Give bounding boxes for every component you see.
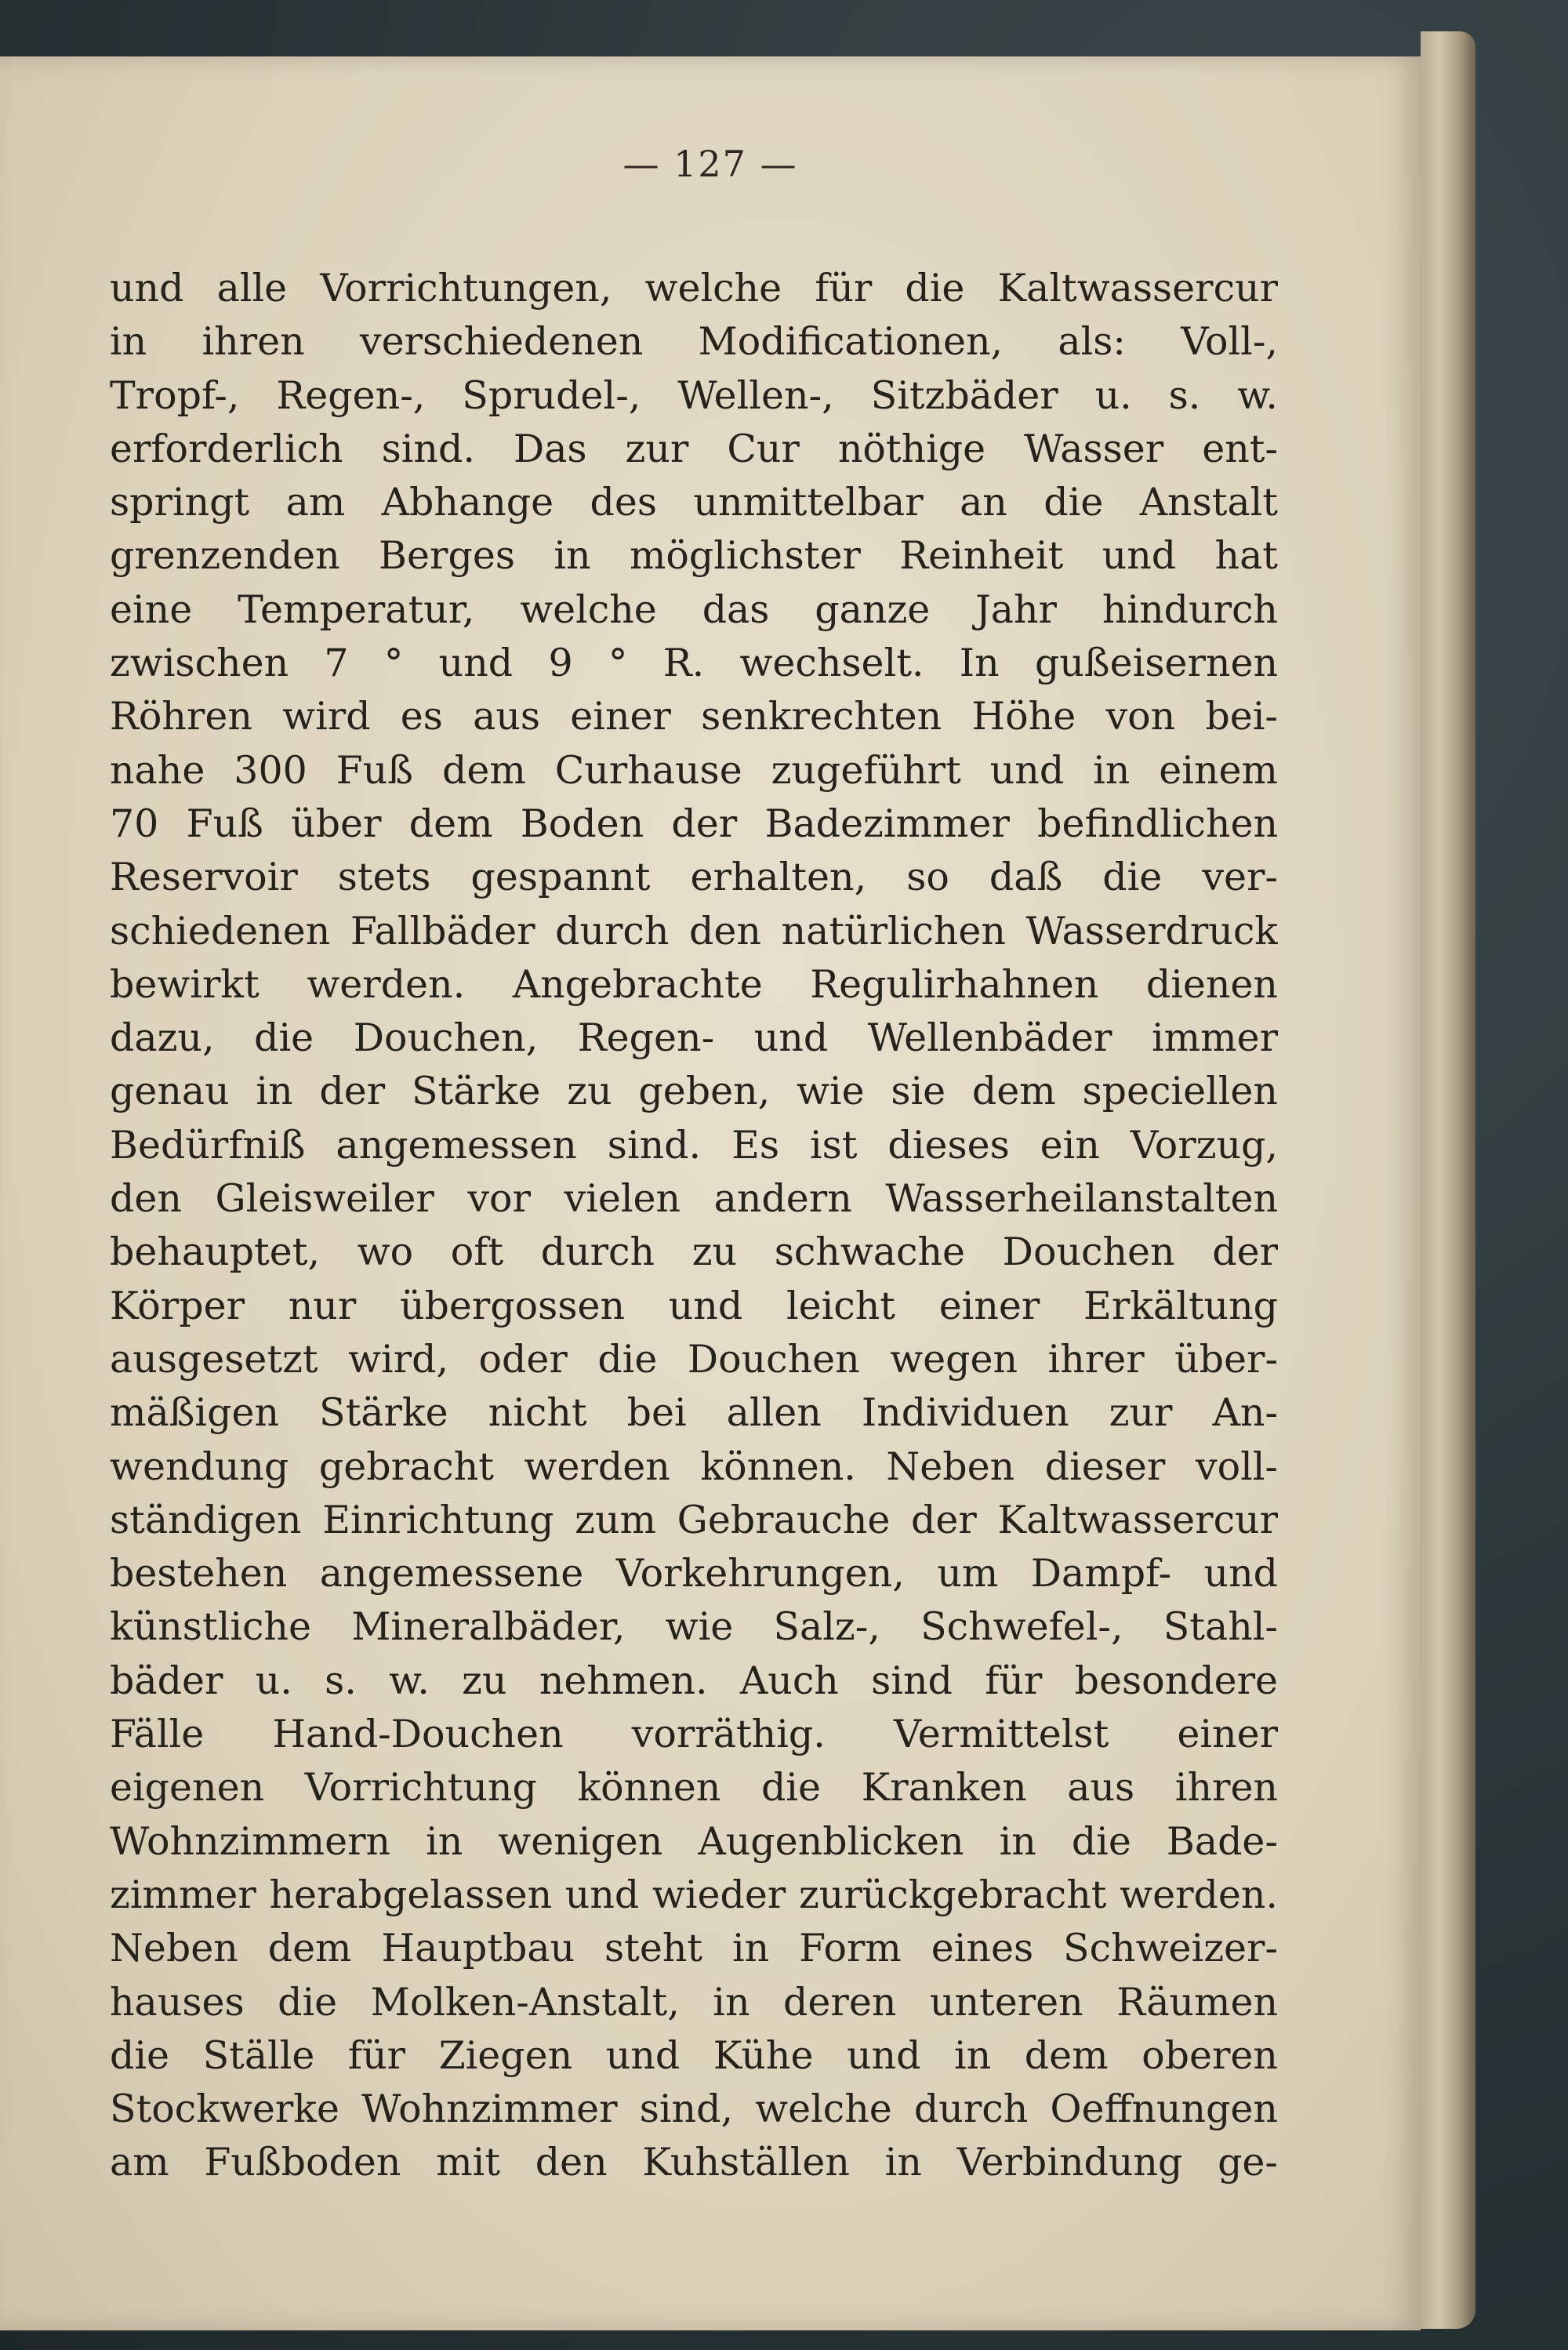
text-line: Tropf-, Regen-, Sprudel-, Wellen-, Sitzbäder u. s. w. bbox=[110, 372, 1278, 418]
text-line: Körper nur übergossen und leicht einer Erkältung bbox=[110, 1283, 1278, 1328]
text-line: dazu, die Douchen, Regen- und Wellenbäder immer bbox=[110, 1015, 1278, 1061]
text-line: bewirkt werden. Angebrachte Regulirhahnen dienen bbox=[110, 961, 1278, 1007]
text-line: bestehen angemessene Vorkehrungen, um Dampf- und bbox=[110, 1551, 1278, 1596]
text-line: und alle Vorrichtungen, welche für die Kaltwassercur bbox=[110, 266, 1278, 311]
text-line: hauses die Molken-Anstalt, in deren unteren Räumen bbox=[110, 1979, 1278, 2025]
text-line: erforderlich sind. Das zur Cur nöthige Wasser ent- bbox=[110, 426, 1278, 471]
text-line: behauptet, wo oft durch zu schwache Douchen der bbox=[110, 1229, 1278, 1275]
text-line: ausgesetzt wird, oder die Douchen wegen ihrer über- bbox=[110, 1336, 1278, 1382]
book-page bbox=[0, 56, 1421, 2330]
text-line: genau in der Stärke zu geben, wie sie dem speciellen bbox=[110, 1069, 1278, 1114]
text-line: grenzenden Berges in möglichster Reinheit und hat bbox=[110, 533, 1278, 579]
text-line: in ihren verschiedenen Modificationen, als: Voll-, bbox=[110, 319, 1278, 365]
text-line: Bedürfniß angemessen sind. Es ist dieses ein Vorzug, bbox=[110, 1122, 1278, 1168]
page-number: — 127 — bbox=[622, 143, 798, 185]
page-fore-edge bbox=[1421, 31, 1475, 2329]
text-line: Röhren wird es aus einer senkrechten Höhe von bei- bbox=[110, 694, 1278, 739]
text-line: wendung gebracht werden können. Neben dieser voll- bbox=[110, 1444, 1278, 1489]
text-line: Wohnzimmern in wenigen Augenblicken in die Bade- bbox=[110, 1818, 1278, 1864]
text-line: eigenen Vorrichtung können die Kranken aus ihren bbox=[110, 1765, 1278, 1811]
text-line: Neben dem Hauptbau steht in Form eines Schweizer- bbox=[110, 1926, 1278, 1971]
text-line: Reservoir stets gespannt erhalten, so daß die ver- bbox=[110, 855, 1278, 900]
text-line: schiedenen Fallbäder durch den natürlichen Wasserdruck bbox=[110, 908, 1278, 953]
text-line: Fälle Hand-Douchen vorräthig. Vermittelst einer bbox=[110, 1712, 1278, 1757]
text-line: mäßigen Stärke nicht bei allen Individuen zur An- bbox=[110, 1390, 1278, 1436]
text-line: springt am Abhange des unmittelbar an die Anstalt bbox=[110, 480, 1278, 525]
text-line: am Fußboden mit den Kuhställen in Verbindung ge- bbox=[110, 2140, 1278, 2185]
text-line: ständigen Einrichtung zum Gebrauche der Kaltwassercur bbox=[110, 1497, 1278, 1542]
text-line: bäder u. s. w. zu nehmen. Auch sind für besondere bbox=[110, 1658, 1278, 1703]
text-line: eine Temperatur, welche das ganze Jahr hindurch bbox=[110, 587, 1278, 632]
text-line: zimmer herabgelassen und wieder zurückgebracht werden. bbox=[110, 1872, 1278, 1917]
text-line: die Ställe für Ziegen und Kühe und in dem oberen bbox=[110, 2032, 1278, 2078]
text-line: Stockwerke Wohnzimmer sind, welche durch Oeffnungen bbox=[110, 2087, 1278, 2132]
text-line: nahe 300 Fuß dem Curhause zugeführt und in einem bbox=[110, 747, 1278, 793]
text-line: 70 Fuß über dem Boden der Badezimmer befindlichen bbox=[110, 801, 1278, 846]
text-line: zwischen 7 ° und 9 ° R. wechselt. In gußeisernen bbox=[110, 641, 1278, 686]
body-text bbox=[110, 262, 1278, 2190]
text-line: den Gleisweiler vor vielen andern Wasserheilanstalten bbox=[110, 1176, 1278, 1222]
text-line: künstliche Mineralbäder, wie Salz-, Schwefel-, Stahl- bbox=[110, 1604, 1278, 1650]
